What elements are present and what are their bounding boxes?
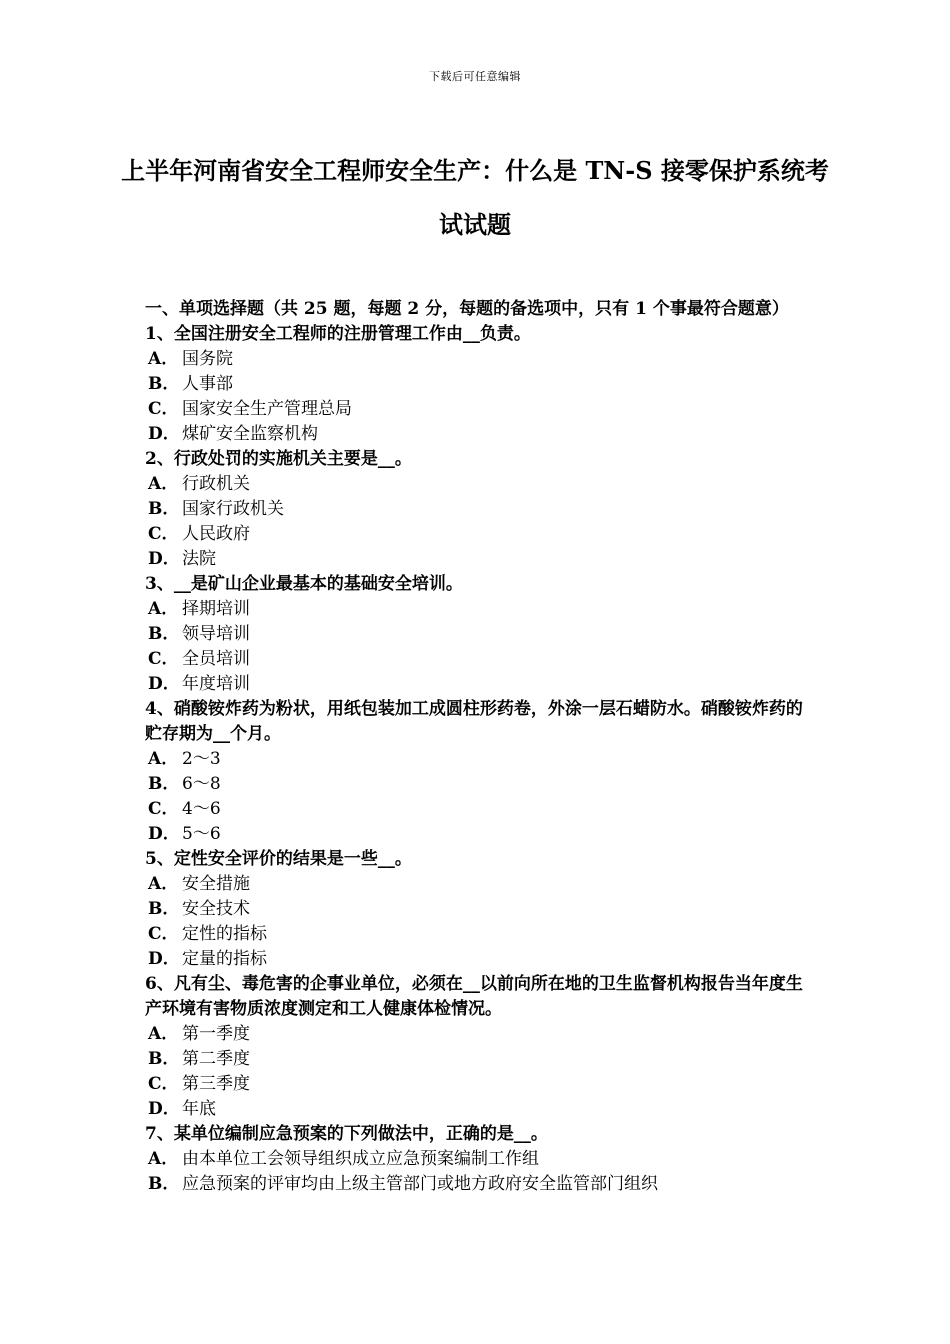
option-letter: C． [148,649,179,669]
answer-option [145,922,815,947]
option-text: 安全措施 [182,874,250,894]
option-text: 择期培训 [182,599,250,619]
question-list [145,322,815,1197]
option-letter: B． [148,624,180,644]
option-text: 5～6 [182,824,221,844]
option-text: 应急预案的评审均由上级主管部门或地方政府安全监管部门组织 [182,1174,658,1194]
option-text: 国家行政机关 [182,499,284,519]
answer-option [145,1022,815,1047]
option-text: 定量的指标 [182,949,267,969]
question-text: 3、__是矿山企业最基本的基础安全培训。 [145,574,463,594]
option-letter: B． [148,499,180,519]
header-note: 下载后可任意编辑 [429,70,521,83]
question-item [145,572,815,697]
answer-option [145,622,815,647]
option-text: 第二季度 [182,1049,250,1069]
answer-option [145,522,815,547]
option-text: 6～8 [182,774,221,794]
option-letter: D． [148,1099,180,1119]
answer-option [145,547,815,572]
question-item [145,847,815,972]
option-text: 人民政府 [182,524,250,544]
answer-option [145,647,815,672]
option-letter: D． [148,674,180,694]
exam-content [145,297,815,1197]
option-letter: D． [148,549,180,569]
question-item [145,697,815,847]
answer-option [145,872,815,897]
section-heading: 一、单项选择题（共 25 题，每题 2 分，每题的备选项中，只有 1 个事最符合题意） [145,299,789,319]
answer-option [145,797,815,822]
answer-option [145,1147,815,1172]
question-text: 5、定性安全评价的结果是一些__。 [145,849,412,869]
question-text: 4、硝酸铵炸药为粉状，用纸包装加工成圆柱形药卷，外涂一层石蜡防水。硝酸铵炸药的贮存期为__个月。 [145,699,803,744]
option-letter: A． [148,599,179,619]
option-text: 行政机关 [182,474,250,494]
option-letter: B． [148,374,180,394]
option-text: 领导培训 [182,624,250,644]
option-letter: C． [148,524,179,544]
question-item [145,1122,815,1197]
option-text: 国家安全生产管理总局 [182,399,352,419]
option-text: 第一季度 [182,1024,250,1044]
option-text: 2～3 [182,749,221,769]
question-text: 6、凡有尘、毒危害的企事业单位，必须在__以前向所在地的卫生监督机构报告当年度生产环境有害物质浓度测定和工人健康体检情况。 [145,974,803,1019]
option-letter: C． [148,924,179,944]
option-letter: B． [148,899,180,919]
answer-option [145,397,815,422]
answer-option [145,597,815,622]
option-letter: D． [148,949,180,969]
option-text: 年度培训 [182,674,250,694]
option-text: 第三季度 [182,1074,250,1094]
question-item [145,322,815,447]
answer-option [145,822,815,847]
question-item [145,447,815,572]
option-text: 定性的指标 [182,924,267,944]
option-text: 年底 [182,1099,216,1119]
answer-option [145,1047,815,1072]
option-letter: A． [148,474,179,494]
option-letter: D． [148,424,180,444]
page-title: 上半年河南省安全工程师安全生产：什么是 TN-S 接零保护系统考试试题 [121,156,829,239]
answer-option [145,747,815,772]
option-letter: D． [148,824,180,844]
answer-option [145,1072,815,1097]
answer-option [145,422,815,447]
option-letter: A． [148,1149,179,1169]
question-text: 1、全国注册安全工程师的注册管理工作由__负责。 [145,324,531,344]
answer-option [145,347,815,372]
question-item [145,972,815,1122]
answer-option [145,1172,815,1197]
option-letter: B． [148,774,180,794]
option-text: 全员培训 [182,649,250,669]
option-text: 国务院 [182,349,233,369]
option-text: 4～6 [182,799,221,819]
option-letter: C． [148,799,179,819]
option-letter: A． [148,349,179,369]
option-text: 法院 [182,549,216,569]
option-letter: A． [148,874,179,894]
option-letter: C． [148,399,179,419]
answer-option [145,772,815,797]
option-text: 人事部 [182,374,233,394]
option-letter: A． [148,1024,179,1044]
option-text: 安全技术 [182,899,250,919]
option-letter: C． [148,1074,179,1094]
answer-option [145,497,815,522]
answer-option [145,947,815,972]
option-text: 煤矿安全监察机构 [182,424,318,444]
answer-option [145,472,815,497]
question-text: 7、某单位编制应急预案的下列做法中，正确的是__。 [145,1124,548,1144]
option-letter: B． [148,1174,180,1194]
option-letter: B． [148,1049,180,1069]
question-text: 2、行政处罚的实施机关主要是__。 [145,449,412,469]
option-letter: A． [148,749,179,769]
answer-option [145,672,815,697]
answer-option [145,1097,815,1122]
option-text: 由本单位工会领导组织成立应急预案编制工作组 [182,1149,539,1169]
answer-option [145,897,815,922]
answer-option [145,372,815,397]
